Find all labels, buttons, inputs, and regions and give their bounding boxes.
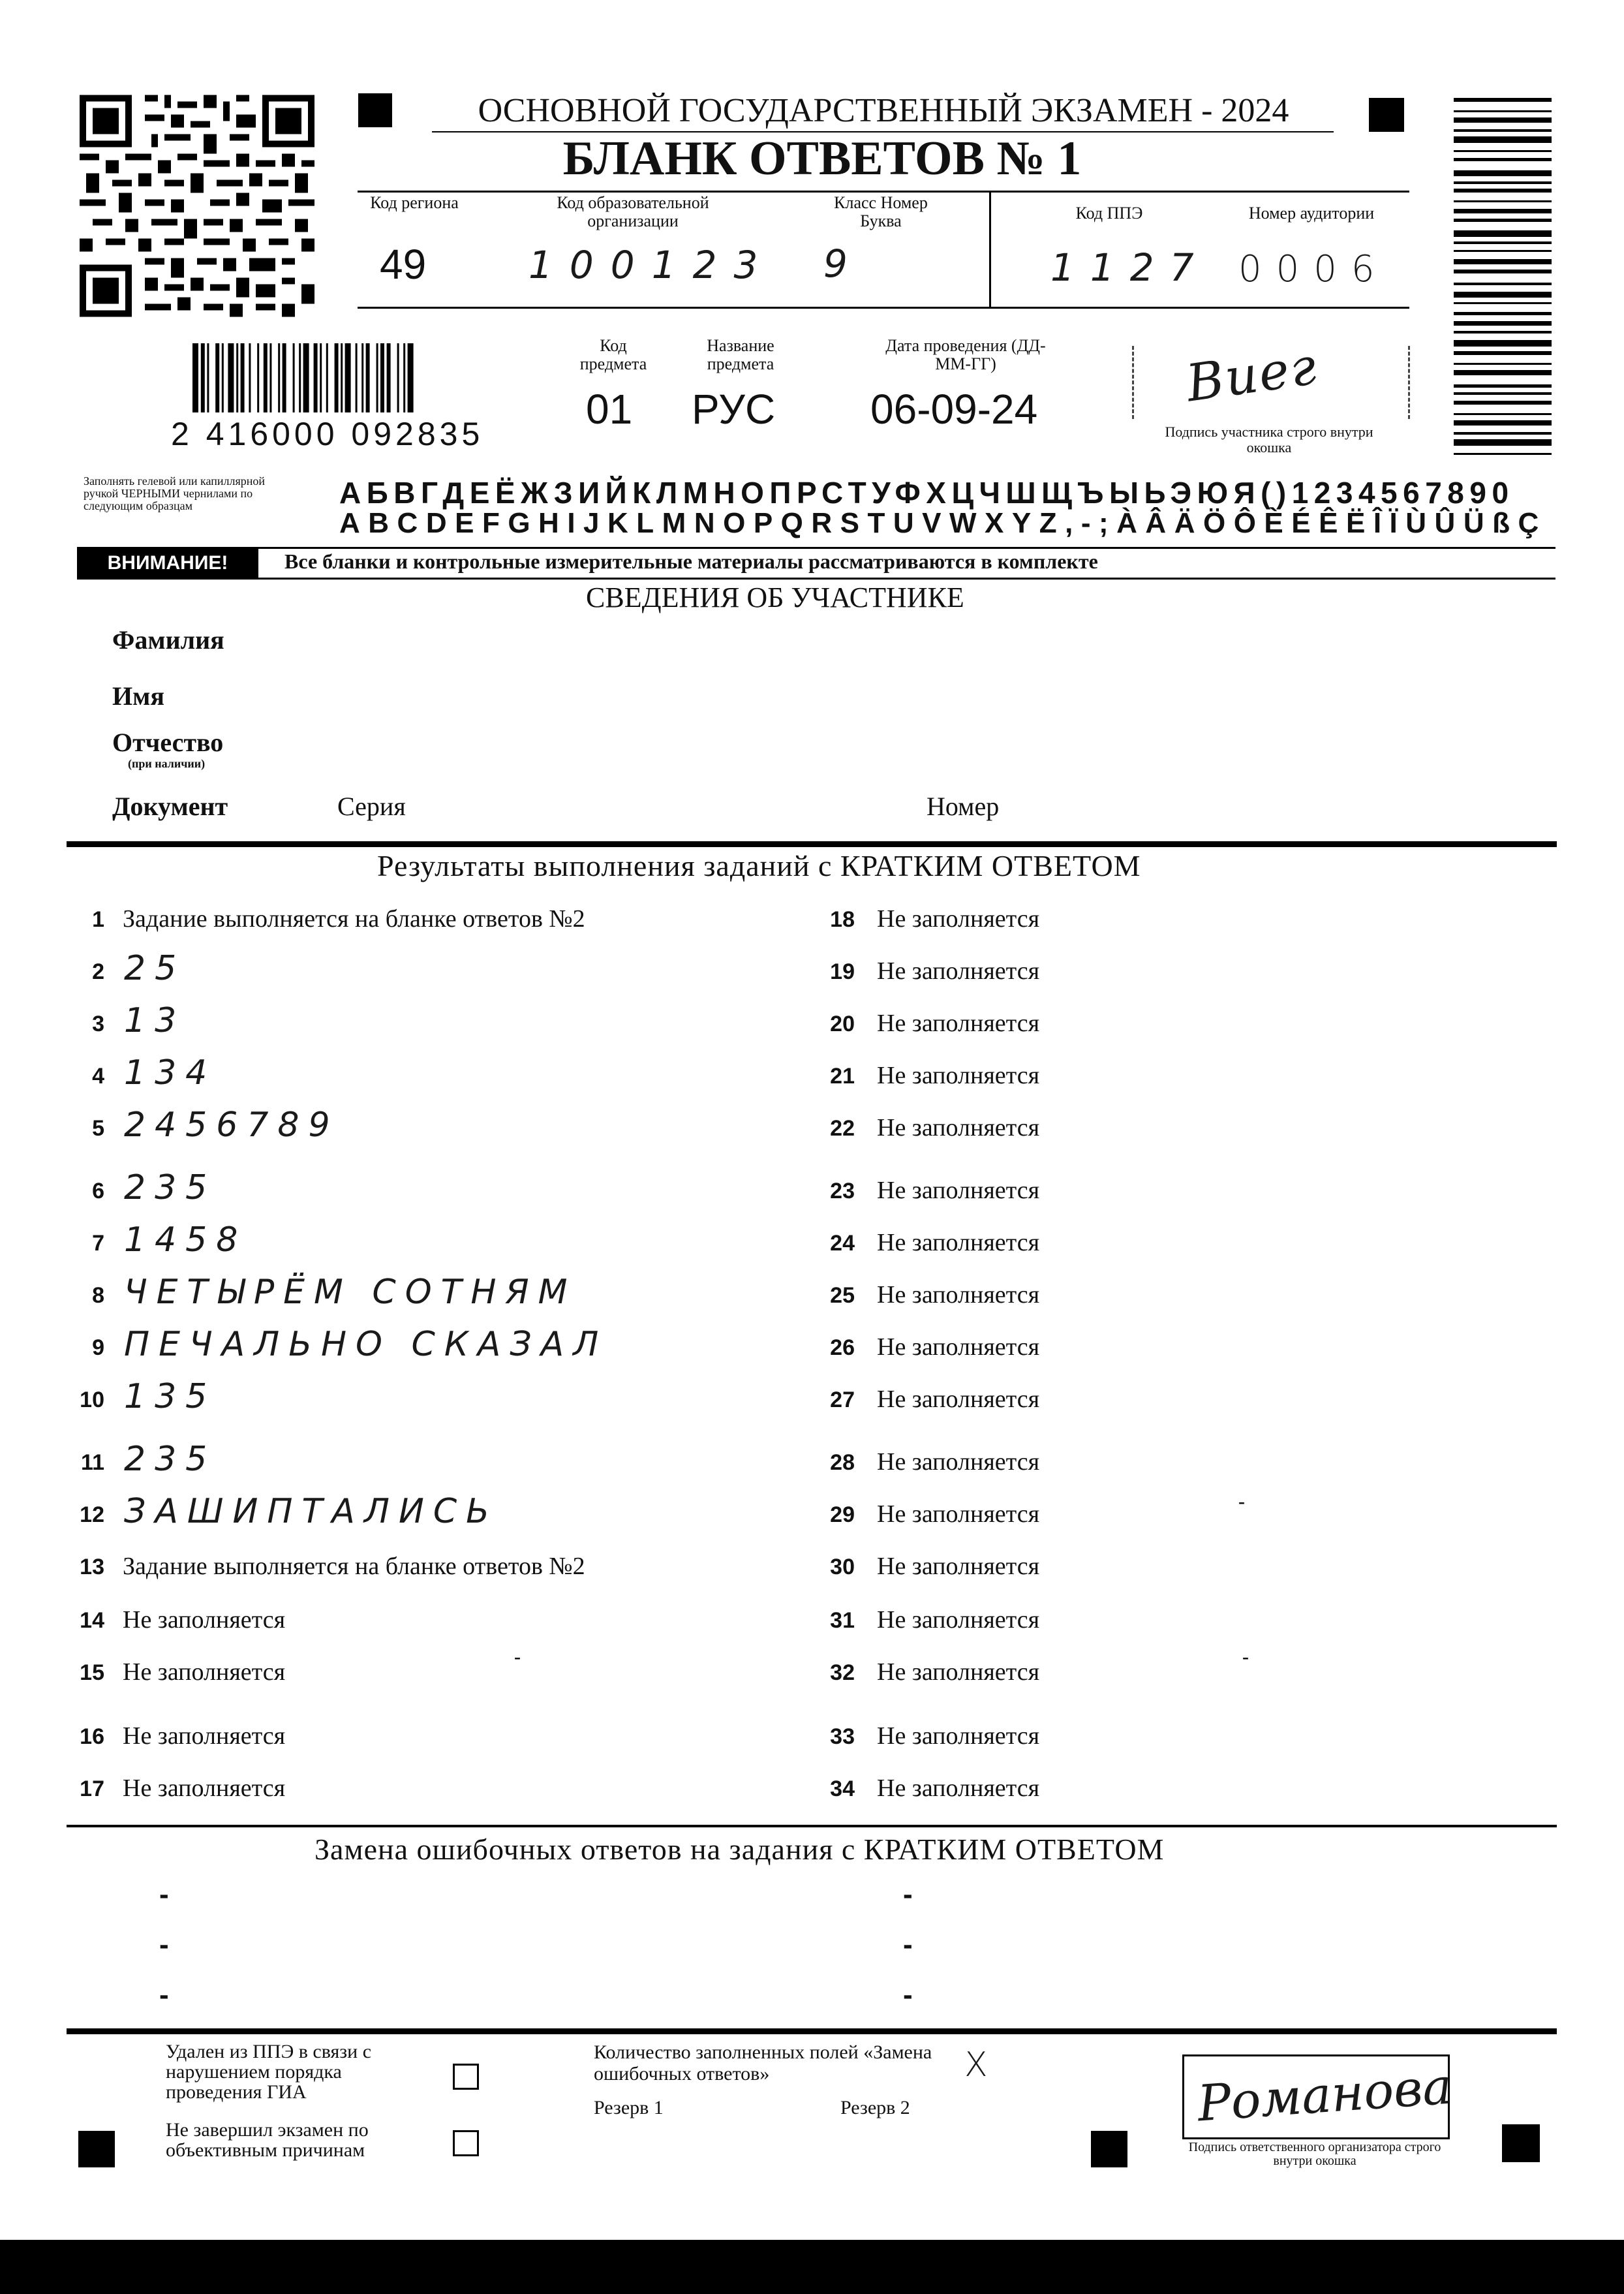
task-number: 2: [92, 959, 104, 984]
task-number: 1: [92, 907, 104, 932]
task-number: 12: [80, 1502, 104, 1527]
answer-status: Задание выполняется на бланке ответов №2: [123, 905, 585, 933]
handwritten-answer[interactable]: 13: [124, 1001, 186, 1040]
warning-badge: ВНИМАНИЕ!: [77, 547, 258, 580]
exam-date-value: 06-09-24: [870, 386, 1038, 433]
replacement-title: Замена ошибочных ответов на задания с КРАТКИМ ОТВЕТОМ: [314, 1833, 1165, 1866]
dash-mark: -: [514, 1646, 521, 1667]
task-number: 14: [80, 1608, 104, 1633]
answer-status: Задание выполняется на бланке ответов №2: [123, 1553, 585, 1580]
participant-signature-box[interactable]: [1132, 337, 1410, 419]
task-number: 3: [92, 1012, 104, 1036]
codes-divider: [989, 191, 991, 308]
barcode-number: 2 416000 092835: [171, 416, 484, 452]
sample-instruction: Заполнять гелевой или капиллярной ручкой ЧЕРНЫМИ чернилами по следующим образцам: [84, 474, 265, 512]
exam-title: ОСНОВНОЙ ГОСУДАРСТВЕННЫЙ ЭКЗАМЕН - 2024: [478, 92, 1289, 129]
answer-status: Не заполняется: [877, 1553, 1040, 1580]
replacement-right-2[interactable]: -: [903, 1929, 913, 1961]
subject-code-label: Код предмета: [579, 336, 647, 373]
task-number: 18: [830, 907, 855, 932]
task-number: 27: [830, 1387, 855, 1412]
removed-from-ppe-text: Удален из ППЭ в связи с нарушением порядка проведения ГИА: [166, 2041, 372, 2103]
task-number: 17: [80, 1776, 104, 1801]
subject-code-value: 01: [586, 386, 633, 433]
org-code-value: 100123: [529, 243, 775, 287]
task-number: 16: [80, 1724, 104, 1749]
name-label: Имя: [112, 681, 164, 711]
task-number: 20: [830, 1012, 855, 1036]
task-number: 24: [830, 1231, 855, 1256]
subject-name-label: Название предмета: [707, 336, 774, 373]
form-barcode: [192, 343, 545, 412]
answer-status: Не заполняется: [877, 905, 1040, 933]
task-number: 15: [80, 1660, 104, 1685]
answer-status: Не заполняется: [877, 1281, 1040, 1309]
task-number: 32: [830, 1660, 855, 1685]
dash-mark: -: [1242, 1646, 1249, 1667]
handwritten-answer[interactable]: ЧЕТЫРЁМ СОТНЯМ: [124, 1273, 577, 1312]
answer-status: Не заполняется: [123, 1775, 286, 1802]
handwritten-answer[interactable]: 235: [124, 1440, 217, 1479]
corner-marker-bottom-right: [1502, 2124, 1540, 2162]
results-title: Результаты выполнения заданий с КРАТКИМ ОТВЕТОМ: [377, 849, 1141, 882]
series-label: Серия: [337, 792, 406, 821]
replacement-left-2[interactable]: -: [159, 1929, 169, 1961]
participant-signature: Виег: [1182, 337, 1321, 414]
handwritten-answer[interactable]: 235: [124, 1168, 217, 1207]
patronymic-note: (при наличии): [128, 757, 206, 770]
not-finished-text: Не завершил экзамен по объективным причинам: [166, 2119, 369, 2161]
answer-status: Не заполняется: [877, 1722, 1040, 1750]
task-number: 26: [830, 1335, 855, 1360]
organizer-signature-caption: Подпись ответственного организатора строго внутри окошка: [1188, 2140, 1441, 2168]
task-number: 13: [80, 1555, 104, 1579]
number-label: Номер: [927, 792, 1000, 821]
organizer-signature-box[interactable]: [1182, 2054, 1454, 2139]
replacement-left-3[interactable]: -: [159, 1979, 169, 2011]
task-number: 5: [92, 1116, 104, 1141]
task-number: 23: [830, 1179, 855, 1203]
class-label: Класс Номер Буква: [834, 193, 928, 230]
codes-top-line: [358, 191, 1409, 193]
answer-status: Не заполняется: [877, 1448, 1040, 1476]
task-number: 22: [830, 1116, 855, 1141]
sample-row-cyrillic: АБВГДЕЁЖЗИЙКЛМНОПРСТУФХЦЧШЩЪЫЬЭЮЯ()1234567890: [339, 476, 1514, 510]
side-barcode: [1454, 98, 1552, 460]
answer-status: Не заполняется: [123, 1606, 286, 1634]
corner-marker-top-right: [1369, 98, 1404, 132]
handwritten-answer[interactable]: 1458: [124, 1220, 247, 1260]
corner-marker-bottom-left: [78, 2131, 115, 2167]
answer-status: Не заполняется: [877, 1775, 1040, 1802]
answer-status: Не заполняется: [877, 1177, 1040, 1204]
corner-marker-bottom-mid: [1091, 2131, 1127, 2167]
room-number-label: Номер аудитории: [1248, 204, 1375, 223]
handwritten-answer[interactable]: 134: [124, 1053, 217, 1093]
task-number: 6: [92, 1179, 104, 1203]
answer-status: Не заполняется: [877, 1229, 1040, 1256]
replacement-divider: [67, 1825, 1557, 1827]
task-number: 21: [830, 1064, 855, 1089]
results-divider: [67, 841, 1557, 847]
answer-status: Не заполняется: [877, 1114, 1040, 1141]
task-number: 9: [92, 1335, 104, 1360]
org-code-label: Код образовательной организации: [557, 193, 709, 230]
region-code-value: 49: [380, 241, 427, 288]
footer-divider: [67, 2028, 1557, 2034]
removed-checkbox[interactable]: [453, 2064, 479, 2090]
reserve-1: Резерв 1: [594, 2097, 664, 2118]
bottom-scan-band: [0, 2240, 1624, 2294]
answer-status: Не заполняется: [877, 1658, 1040, 1686]
form-subtitle: БЛАНК ОТВЕТОВ № 1: [562, 132, 1082, 185]
ppe-code-value: 1127: [1050, 245, 1210, 290]
task-number: 31: [830, 1608, 855, 1633]
answer-status: Не заполняется: [123, 1722, 286, 1750]
sample-row-latin: ABCDEFGHIJKLMNOPQRSTUVWXYZ,-;ÀÂÄÖÔÈÉÊËÎÏÙÛÜßÇ: [339, 507, 1547, 539]
dash-mark: -: [1238, 1491, 1245, 1512]
handwritten-answer[interactable]: 135: [124, 1377, 217, 1416]
task-number: 25: [830, 1283, 855, 1308]
not-finished-checkbox[interactable]: [453, 2130, 479, 2156]
task-number: 19: [830, 959, 855, 984]
replacement-count-text: Количество заполненных полей «Замена ошибочных ответов»: [594, 2041, 932, 2085]
task-number: 34: [830, 1776, 855, 1801]
participant-section-title: СВЕДЕНИЯ ОБ УЧАСТНИКЕ: [586, 581, 964, 613]
warning-text: Все бланки и контрольные измерительные материалы рассматриваются в комплекте: [284, 550, 1098, 573]
replacement-right-3[interactable]: -: [903, 1979, 913, 2011]
class-value: 9: [823, 241, 857, 286]
replacement-right-1[interactable]: -: [903, 1878, 913, 1910]
region-code-label: Код региона: [370, 193, 459, 212]
reserve-2: Резерв 2: [840, 2097, 910, 2118]
answer-status: Не заполняется: [877, 957, 1040, 985]
task-number: 10: [80, 1387, 104, 1412]
corner-marker-top-left: [358, 93, 392, 127]
answer-status: Не заполняется: [877, 1062, 1040, 1089]
task-number: 11: [81, 1450, 104, 1475]
ppe-code-label: Код ППЭ: [1075, 204, 1143, 223]
answer-status: Не заполняется: [877, 1386, 1040, 1413]
handwritten-answer[interactable]: ПЕЧАЛЬНО СКАЗАЛ: [124, 1325, 608, 1364]
document-label: Документ: [112, 792, 228, 821]
codes-bottom-line: [358, 307, 1409, 309]
answer-status: Не заполняется: [123, 1658, 286, 1686]
exam-date-label: Дата проведения (ДД-ММ-ГГ): [885, 336, 1046, 373]
answer-status: Не заполняется: [877, 1500, 1040, 1528]
task-number: 4: [92, 1064, 104, 1089]
replacement-left-1[interactable]: -: [159, 1878, 169, 1910]
replacement-count-value[interactable]: X: [964, 2045, 988, 2085]
handwritten-answer[interactable]: 25: [124, 949, 186, 988]
task-number: 28: [830, 1450, 855, 1475]
patronymic-label: Отчество: [112, 728, 224, 757]
task-number: 30: [830, 1555, 855, 1579]
answer-status: Не заполняется: [877, 1010, 1040, 1037]
surname-label: Фамилия: [112, 625, 224, 655]
organizer-signature: Романова: [1195, 2056, 1454, 2133]
handwritten-answer[interactable]: ЗАШИПТАЛИСЬ: [124, 1492, 498, 1531]
answer-status: Не заполняется: [877, 1606, 1040, 1634]
room-number-value: 0006: [1238, 248, 1389, 290]
answer-status: Не заполняется: [877, 1333, 1040, 1361]
subject-name-value: РУС: [692, 386, 776, 433]
handwritten-answer[interactable]: 2456789: [124, 1106, 339, 1145]
task-number: 7: [92, 1231, 104, 1256]
participant-signature-caption: Подпись участника строго внутри окошка: [1165, 424, 1373, 456]
task-number: 8: [92, 1283, 104, 1308]
task-number: 29: [830, 1502, 855, 1527]
qr-code: [80, 93, 314, 318]
task-number: 33: [830, 1724, 855, 1749]
